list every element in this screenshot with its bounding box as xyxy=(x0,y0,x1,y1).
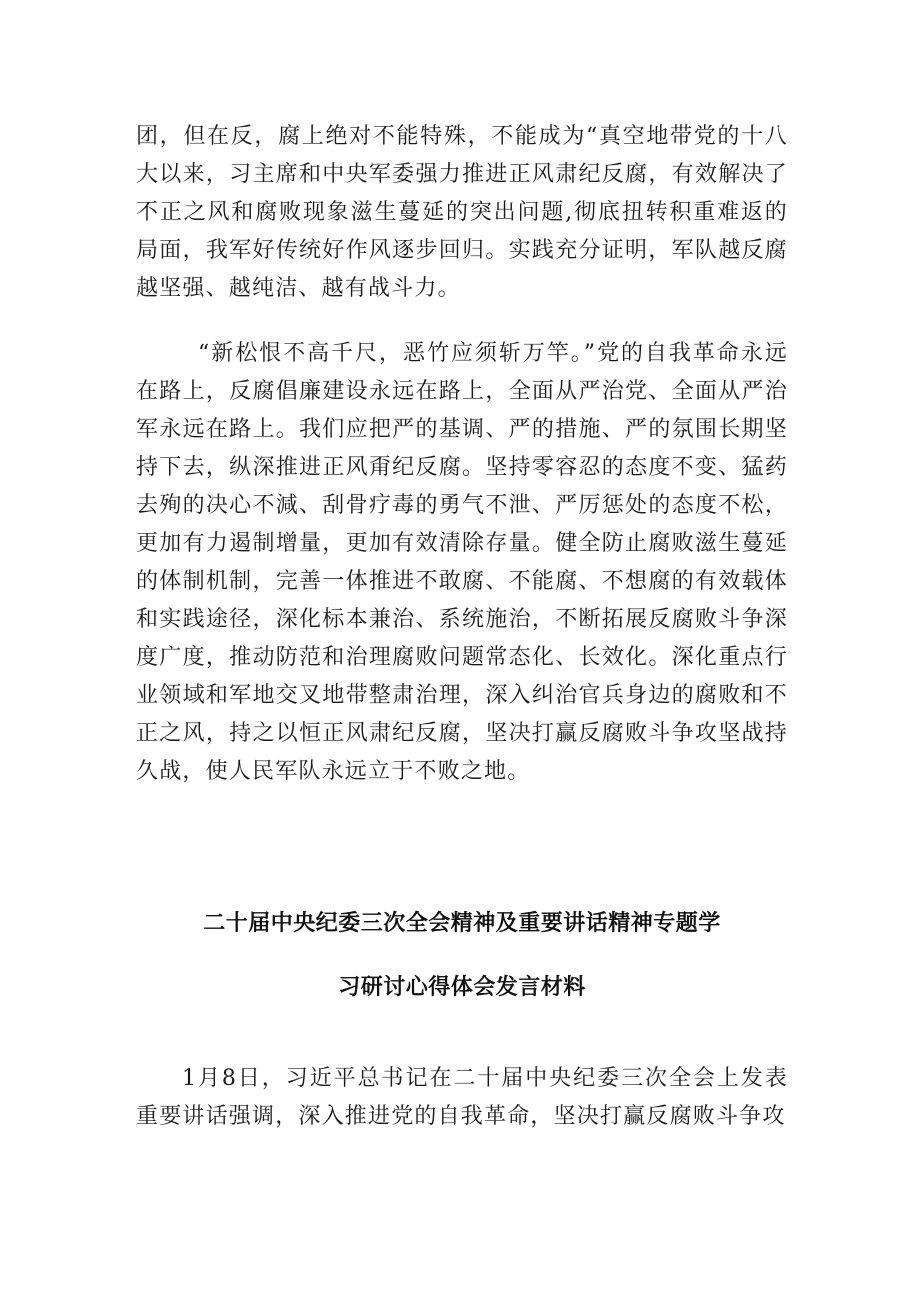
body-paragraph-1: 团，但在反，腐上绝对不能特殊，不能成为“真空地带党的十八大以来，习主席和中央军委强力推进正风肃纪反腐，有效解决了不正之风和腐败现象滋生蔓延的突出问题,彻底扭转积重难返的局面，我军好传统好作风逐步回归。实践充分证明，军队越反腐越坚强、越纯洁、越有战斗力。 xyxy=(136,124,788,301)
section-heading-line-2: 习研讨心得体会发言材料 xyxy=(338,975,586,1000)
body-paragraph-3: 1月8日，习近平总书记在二十届中央纪委三次全会上发表重要讲话强调，深入推进党的自我革命，坚决打赢反腐败斗争攻 xyxy=(136,1066,788,1129)
body-paragraph-2: “新松恨不高千尺，恶竹应须斩万竿。”党的自我革命永远在路上，反腐倡廉建设永远在路上，全面从严治党、全面从严治军永远在路上。我们应把严的基调、严的措施、严的氛围长期坚持下去，纵深推进正风甭纪反腐。坚持零容忍的态度不变、猛药去殉的决心不減、刮骨疗毒的勇气不泄、严厉惩处的态度不松，更加有力遏制增量，更加有效清除存量。健全防止腐败滋生蔓延的体制机制，完善一体推进不敢腐、不能腐、不想腐的有效载体和实践途径，深化标本兼治、系统施治，不断拓展反腐败斗争深度广度，推动防范和治理腐败问题常态化、长效化。深化重点行业领域和军地交叉地带整肃治理，深入纠治官兵身边的腐败和不正之风，持之以恒正风肃纪反腐，坚决打赢反腐败斗争攻坚战持久战，使人民军队永远立于不败之地。 xyxy=(136,341,788,784)
section-heading-line-1: 二十届中央纪委三次全会精神及重要讲话精神专题学 xyxy=(203,911,721,936)
